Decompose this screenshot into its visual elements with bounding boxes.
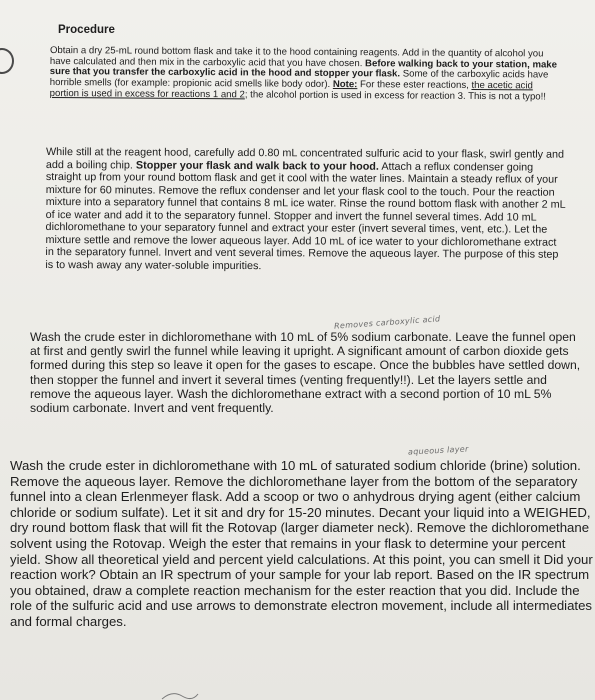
handwritten-note-carboxylic: Removes carboxylic acid <box>333 314 441 331</box>
p4-text: Wash the crude ester in dichloromethane with 10 mL of saturated sodium chloride (brine) solution. Remove the aqueous layer. Remove the dichloromethane layer from the bottom of the separatory funnel into a clean Erlenmeyer flask. Add a scoop or two o anhydrous drying agent (either calcium chloride or sodium sulfate). Let it sit and dry for 15-20 minutes. Decant your liquid into a WEIGHED, dry round bottom flask that will fit the Rotovap (larger diameter neck). Remove the dichloromethane solvent using the Rotovap. Weigh the ester that remains in your flask to determine your percent yield. Show all theoretical yield and percent yield calculations. At this point, you can smell it Did your reaction work? Obtain an IR spectrum of your sample for your lab report. Based on the IR spectrum you obtained, draw a complete reaction mechanism for the ester reaction that you did. Include the role of the sulfuric acid and use arrows to demonstrate electron movement, include all intermediates and formal charges. <box>10 458 593 629</box>
p1-underlined-text: the acetic acid portion is used in excess for reactions 1 and 2 <box>49 80 533 101</box>
p2-text-1: While still at the reagent hood, carefully add 0.80 mL concentrated sulfuric acid to your flask, swirl gently and add a boiling chip. <box>45 146 565 171</box>
p2-text-2: Attach a reflux condenser going straight up from your round bottom flask and get it cool with the water lines. Maintain a steady reflux of your mixture for 60 minutes. Remove the reflux condenser and let your flask cool to the touch. Pour the reaction mixture into a separatory funnel that contains 8 mL ice water. Rinse the round bottom flask with another 2 mL of ice water and add it to the separatory funnel. Stopper and invert the funnel several times. Add 10 mL dichloromethane to your separatory funnel and extract your ester (invert several times, vent, etc.). Let the mixture settle and remove the lower aqueous layer. Add 10 mL of ice water to your dichloromethane extract in the separatory funnel. Invert and vent several times. Remove the aqueous layer. The purpose of this step is to wash away any water-soluble impurities. <box>45 160 566 272</box>
paragraph-reflux <box>45 146 566 274</box>
p1-text-1: Obtain a dry 25-mL round bottom flask and take it to the hood containing reagents. Add in the quantity of alcohol you have calculated and then mix in the carboxylic acid that you have chosen. <box>49 45 544 69</box>
p1-note-label: Note: <box>332 79 358 91</box>
p1-text-3: For these ester reactions, <box>357 79 472 92</box>
p1-text-2: Some of the carboxylic acids have horrible smells (for example: propionic acid smells like body odor). <box>49 68 549 91</box>
p1-bold-instruction: Before walking back to your station, make sure that you transfer the carboxylic acid in the hood and stopper your flask. <box>49 57 558 80</box>
paragraph-brine-wash <box>10 458 593 630</box>
procedure-heading: Procedure <box>58 24 115 36</box>
p3-text: Wash the crude ester in dichloromethane with 10 mL of 5% sodium carbonate. Leave the funnel open at first and gently swirl the funnel while leaving it upright. A significant amount of carbon dioxide gets formed during this step so leave it open for the gases to escape. Once the bubbles have settled down, then stopper the funnel and invert it several times (venting frequently!!). Let the layers settle and remove the aqueous layer. Wash the dichloromethane extract with a second portion of 10 mL 5% sodium carbonate. Invert and vent frequently. <box>30 330 581 416</box>
p2-bold-instruction: Stopper your flask and walk back to your hood. <box>135 158 379 173</box>
handwritten-scribble <box>160 690 200 700</box>
handwritten-note-aqueous: aqueous layer <box>407 444 469 457</box>
p1-text-4: ; the alcohol portion is used in excess for reaction 3. This is not a typo!! <box>244 89 547 103</box>
paragraph-carbonate-wash <box>30 330 585 415</box>
paragraph-reagents <box>50 46 558 103</box>
notebook-ring <box>0 48 14 74</box>
